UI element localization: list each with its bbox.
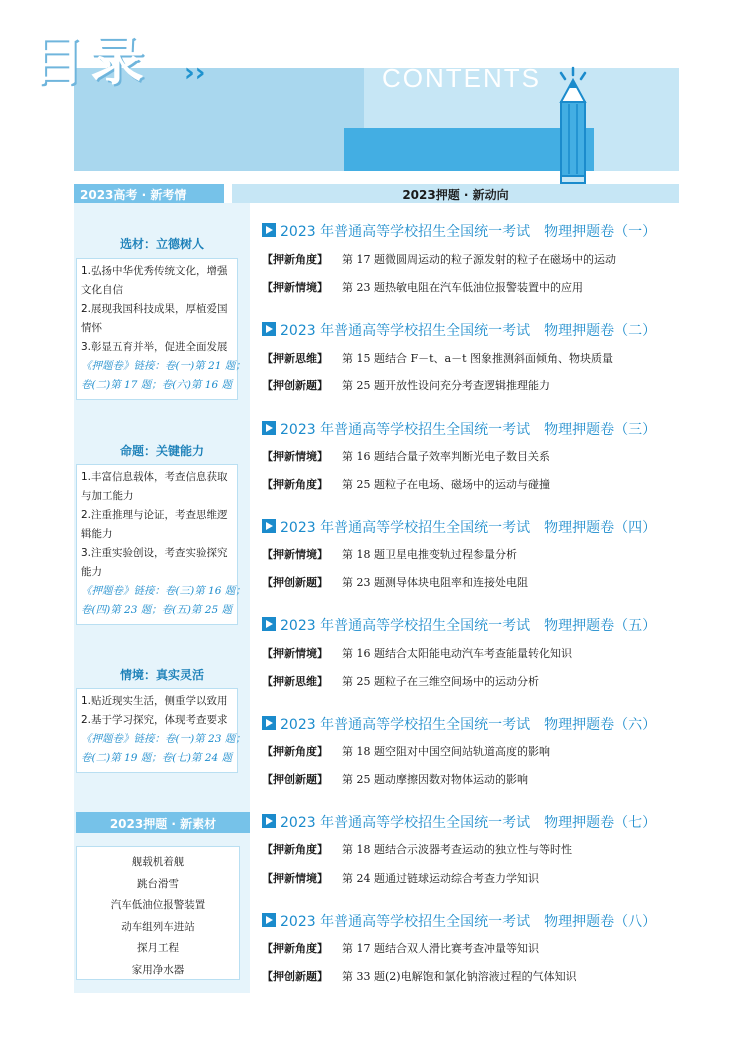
- item-text: 第 17 题微圆周运动的粒子源发射的粒子在磁场中的运动: [342, 253, 616, 266]
- play-triangle-icon: [262, 421, 276, 435]
- box-line: 1.弘扬中华优秀传统文化，增强: [81, 265, 228, 277]
- paper-item: [262, 968, 577, 984]
- item-text: 第 33 题(2)电解饱和氯化钠溶液过程的气体知识: [342, 970, 577, 983]
- item-tag: 【押新情境】: [262, 450, 328, 463]
- item-tag: 【押创新题】: [262, 970, 328, 983]
- material-item: 跳台滑雪: [137, 877, 179, 890]
- item-text: 第 18 题结合示波器考查运动的独立性与等时性: [342, 843, 572, 856]
- paper-item: [262, 279, 583, 295]
- item-text: 第 24 题通过链球运动综合考查力学知识: [342, 872, 539, 885]
- item-tag: 【押新角度】: [262, 843, 328, 856]
- box-line: 2.基于学习探究，体现考查要求: [81, 714, 228, 726]
- item-tag: 【押新情境】: [262, 872, 328, 885]
- box-reference: 《押题卷》链接：卷(三)第 16 题；: [81, 585, 246, 597]
- material-item: 家用净水器: [131, 963, 185, 976]
- item-text: 第 25 题开放性设问充分考查逻辑推理能力: [342, 379, 550, 392]
- paper-title-text: 2023 年普通高等学校招生全国统一考试 物理押题卷（四）: [280, 520, 657, 536]
- double-chevron-icon: ››: [184, 58, 206, 88]
- item-tag: 【押新情境】: [262, 281, 328, 294]
- play-triangle-icon: [262, 716, 276, 730]
- item-tag: 【押创新题】: [262, 379, 328, 392]
- paper-title: [262, 517, 656, 537]
- item-tag: 【押新角度】: [262, 478, 328, 491]
- box-line: 2.展现我国科技成果，厚植爱国: [81, 303, 228, 315]
- box-line: 情怀: [81, 322, 102, 334]
- item-text: 第 16 题结合太阳能电动汽车考查能量转化知识: [342, 647, 572, 660]
- subsection-title: 情境：真实灵活: [119, 668, 204, 682]
- box-line: 文化自信: [81, 284, 123, 296]
- paper-title-text: 2023 年普通高等学校招生全国统一考试 物理押题卷（二）: [280, 323, 657, 339]
- paper-title-text: 2023 年普通高等学校招生全国统一考试 物理押题卷（七）: [280, 815, 657, 831]
- paper-item: [262, 546, 517, 562]
- box-reference: 《押题卷》链接：卷(一)第 21 题；: [81, 360, 246, 372]
- paper-item: [262, 743, 550, 759]
- paper-item: [262, 251, 616, 267]
- materials-title: 2023押题 · 新素材: [109, 817, 217, 831]
- subsection-title: 选材：立德树人: [119, 237, 204, 251]
- item-tag: 【押新情境】: [262, 548, 328, 561]
- item-tag: 【押新思维】: [262, 675, 328, 688]
- item-text: 第 17 题结合双人滑比赛考查冲量等知识: [342, 942, 539, 955]
- item-text: 第 15 题结合 F－t、a－t 图象推测斜面倾角、物块质量: [342, 352, 614, 365]
- box-reference: 卷(四)第 23 题；卷(五)第 25 题: [81, 604, 232, 616]
- contents-label: CONTENTS: [382, 63, 541, 93]
- paper-item: [262, 350, 613, 366]
- paper-title-text: 2023 年普通高等学校招生全国统一考试 物理押题卷（八）: [280, 914, 657, 930]
- paper-title-text: 2023 年普通高等学校招生全国统一考试 物理押题卷（三）: [280, 422, 657, 438]
- paper-item: [262, 940, 539, 956]
- right-section-title: 2023押题 · 新动向: [402, 188, 509, 202]
- box-line: 1.丰富信息载体，考查信息获取: [81, 471, 228, 483]
- play-triangle-icon: [262, 223, 276, 237]
- materials-box: [76, 846, 240, 980]
- subsection-box: [76, 688, 246, 773]
- box-line: 1.贴近现实生活，侧重学以致用: [81, 695, 228, 707]
- subsection-title: 命题：关键能力: [119, 444, 204, 458]
- material-item: 探月工程: [137, 942, 179, 955]
- item-text: 第 25 题粒子在三维空间场中的运动分析: [342, 675, 539, 688]
- item-tag: 【押创新题】: [262, 773, 328, 786]
- box-line: 与加工能力: [81, 490, 134, 502]
- play-triangle-icon: [262, 322, 276, 336]
- paper-item: [262, 377, 550, 393]
- item-text: 第 23 题测导体块电阻率和连接处电阻: [342, 576, 528, 589]
- paper-item: [262, 771, 528, 787]
- paper-title-text: 2023 年普通高等学校招生全国统一考试 物理押题卷（一）: [280, 224, 657, 240]
- paper-item: [262, 673, 539, 689]
- paper-item: [262, 574, 528, 590]
- paper-title: [262, 911, 656, 931]
- item-text: 第 25 题动摩擦因数对物体运动的影响: [342, 773, 528, 786]
- paper-title-text: 2023 年普通高等学校招生全国统一考试 物理押题卷（五）: [280, 618, 657, 634]
- item-tag: 【押新情境】: [262, 647, 328, 660]
- item-text: 第 25 题粒子在电场、磁场中的运动与碰撞: [342, 478, 550, 491]
- box-line: 3.彰显五育并举，促进全面发展: [81, 341, 228, 353]
- box-reference: 卷(二)第 19 题；卷(七)第 24 题: [81, 752, 232, 764]
- item-tag: 【押新角度】: [262, 745, 328, 758]
- play-triangle-icon: [262, 617, 276, 631]
- paper-title: [262, 419, 656, 439]
- paper-title: [262, 714, 656, 734]
- paper-item: [262, 645, 572, 661]
- box-line: 3.注重实验创设，考查实验探究: [81, 547, 228, 559]
- paper-item: [262, 841, 572, 857]
- left-section-title: 2023高考 · 新考情: [80, 188, 187, 202]
- play-triangle-icon: [262, 913, 276, 927]
- box-reference: 《押题卷》链接：卷(一)第 23 题；: [81, 733, 246, 745]
- box-line: 辑能力: [81, 528, 113, 540]
- subsection-box: [76, 464, 246, 625]
- box-reference: 卷(二)第 17 题；卷(六)第 16 题: [81, 379, 232, 391]
- box-line: 能力: [81, 566, 102, 578]
- item-text: 第 18 题空阻对中国空间站轨道高度的影响: [342, 745, 550, 758]
- item-tag: 【押新角度】: [262, 253, 328, 266]
- item-text: 第 23 题热敏电阻在汽车低油位报警装置中的应用: [342, 281, 583, 294]
- paper-title-text: 2023 年普通高等学校招生全国统一考试 物理押题卷（六）: [280, 717, 657, 733]
- paper-title: [262, 221, 656, 241]
- item-tag: 【押创新题】: [262, 576, 328, 589]
- play-triangle-icon: [262, 519, 276, 533]
- item-tag: 【押新思维】: [262, 352, 328, 365]
- pencil-icon: [548, 66, 598, 196]
- paper-title: [262, 320, 656, 340]
- paper-item: [262, 870, 539, 886]
- material-item: 动车组列车进站: [121, 920, 195, 933]
- paper-item: [262, 476, 550, 492]
- item-text: 第 16 题结合量子效率判断光电子数目关系: [342, 450, 550, 463]
- page-title: 目录: [30, 29, 150, 92]
- paper-title: [262, 812, 656, 832]
- material-item: 舰载机着舰: [131, 856, 185, 868]
- item-tag: 【押新角度】: [262, 942, 328, 955]
- box-line: 2.注重推理与论证，考查思维逻: [81, 509, 228, 521]
- material-item: 汽车低油位报警装置: [110, 899, 206, 912]
- item-text: 第 18 题卫星电推变轨过程参量分析: [342, 548, 517, 561]
- paper-item: [262, 448, 550, 464]
- subsection-box: [76, 258, 246, 400]
- play-triangle-icon: [262, 814, 276, 828]
- paper-title: [262, 615, 656, 635]
